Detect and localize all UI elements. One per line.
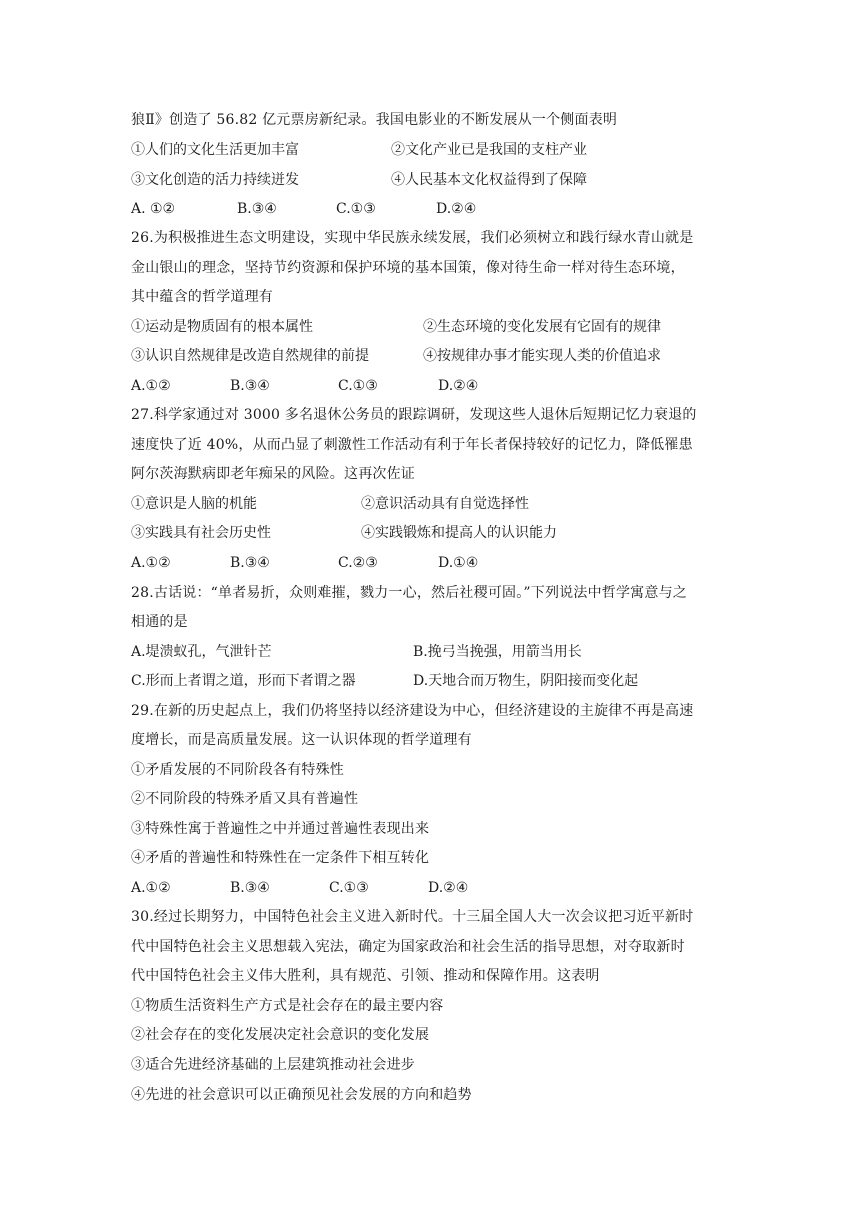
q29-stem-line-1: 29.在新的历史起点上，我们仍将坚持以经济建设为中心，但经济建设的主旋律不再是高速 — [131, 703, 694, 719]
q27-statement-2: ②意识活动具有自觉选择性 — [361, 496, 529, 512]
q29-option-c: C.①③ — [329, 880, 369, 896]
q29-option-a: A.①② — [131, 880, 171, 896]
q30-statement-4: ④先进的社会意识可以正确预见社会发展的方向和趋势 — [131, 1087, 472, 1103]
q26-statement-1: ①运动是物质固有的根本属性 — [131, 319, 313, 335]
q27-stem-line-3: 阿尔茨海默病即老年痴呆的风险。这再次佐证 — [131, 466, 415, 482]
q26-stem-line-1: 26.为积极推进生态文明建设，实现中华民族永续发展，我们必须树立和践行绿水青山就是 — [131, 230, 694, 246]
q27-stem-line-2: 速度快了近 40%，从而凸显了刺激性工作活动有利于年长者保持较好的记忆力，降低罹患 — [131, 437, 693, 453]
q26-statement-2: ②生态环境的变化发展有它固有的规律 — [423, 319, 661, 335]
q27-option-b: B.③④ — [230, 555, 270, 571]
q27-stem-line-1: 27.科学家通过对 3000 多名退休公务员的跟踪调研，发现这些人退休后短期记忆力衰退的 — [131, 407, 697, 423]
q25-option-c: C.①③ — [336, 201, 376, 217]
q29-option-d: D.②④ — [428, 880, 469, 896]
q25-statement-4: ④人民基本文化权益得到了保障 — [391, 172, 587, 188]
q30-statement-3: ③适合先进经济基础的上层建筑推动社会进步 — [131, 1057, 415, 1073]
q27-statement-1: ①意识是人脑的机能 — [131, 496, 257, 512]
q25-option-b: B.③④ — [237, 201, 277, 217]
q27-option-c: C.②③ — [338, 555, 378, 571]
q30-statement-1: ①物质生活资料生产方式是社会存在的最主要内容 — [131, 998, 444, 1014]
q28-option-d: D.天地合而万物生，阴阳接而变化起 — [413, 673, 639, 689]
q27-statement-3: ③实践具有社会历史性 — [131, 525, 271, 541]
q26-option-a: A.①② — [131, 378, 171, 394]
q26-option-c: C.①③ — [338, 378, 378, 394]
q28-option-c: C.形而上者谓之道，形而下者谓之器 — [131, 673, 356, 689]
q29-statement-2: ②不同阶段的特殊矛盾又具有普遍性 — [131, 791, 359, 807]
q27-option-a: A.①② — [131, 555, 171, 571]
q26-stem-line-2: 金山银山的理念，坚持节约资源和保护环境的基本国策，像对待生命一样对待生态环境， — [131, 260, 685, 276]
q28-option-b: B.挽弓当挽强，用箭当用长 — [413, 644, 582, 660]
q27-option-d: D.①④ — [438, 555, 479, 571]
q30-statement-2: ②社会存在的变化发展决定社会意识的变化发展 — [131, 1027, 430, 1043]
q25-statement-1: ①人们的文化生活更加丰富 — [131, 142, 299, 158]
q29-statement-4: ④矛盾的普遍性和特殊性在一定条件下相互转化 — [131, 850, 430, 866]
q26-option-d: D.②④ — [438, 378, 479, 394]
q26-stem-line-3: 其中蕴含的哲学道理有 — [131, 289, 273, 305]
q25-statement-2: ②文化产业已是我国的支柱产业 — [391, 142, 587, 158]
q29-option-b: B.③④ — [230, 880, 270, 896]
q26-option-b: B.③④ — [230, 378, 270, 394]
q28-stem-line-2: 相通的是 — [131, 614, 188, 630]
q29-statement-1: ①矛盾发展的不同阶段各有特殊性 — [131, 762, 344, 778]
q25-stem: 狼Ⅱ》创造了 56.82 亿元票房新纪录。我国电影业的不断发展从一个侧面表明 — [131, 112, 618, 128]
q30-stem-line-2: 代中国特色社会主义思想载入宪法，确定为国家政治和社会生活的指导思想，对夺取新时 — [131, 939, 685, 955]
q25-statement-3: ③文化创造的活力持续迸发 — [131, 172, 299, 188]
q26-statement-3: ③认识自然规律是改造自然规律的前提 — [131, 348, 369, 364]
q29-statement-3: ③特殊性寓于普遍性之中并通过普遍性表现出来 — [131, 821, 430, 837]
q30-stem-line-3: 代中国特色社会主义伟大胜利，具有规范、引领、推动和保障作用。这表明 — [131, 968, 600, 984]
q25-option-d: D.②④ — [436, 201, 477, 217]
q28-stem-line-1: 28.古话说：“单者易折，众则难摧，戮力一心，然后社稷可固。”下列说法中哲学寓意与之 — [131, 585, 687, 601]
q28-option-a: A.堤溃蚁孔，气泄针芒 — [131, 644, 272, 660]
q25-option-a: A. ①② — [131, 201, 176, 217]
q26-statement-4: ④按规律办事才能实现人类的价值追求 — [423, 348, 661, 364]
q27-statement-4: ④实践锻炼和提高人的认识能力 — [361, 525, 557, 541]
q30-stem-line-1: 30.经过长期努力，中国特色社会主义进入新时代。十三届全国人大一次会议把习近平新时 — [131, 909, 694, 925]
q29-stem-line-2: 度增长，而是高质量发展。这一认识体现的哲学道理有 — [131, 732, 472, 748]
